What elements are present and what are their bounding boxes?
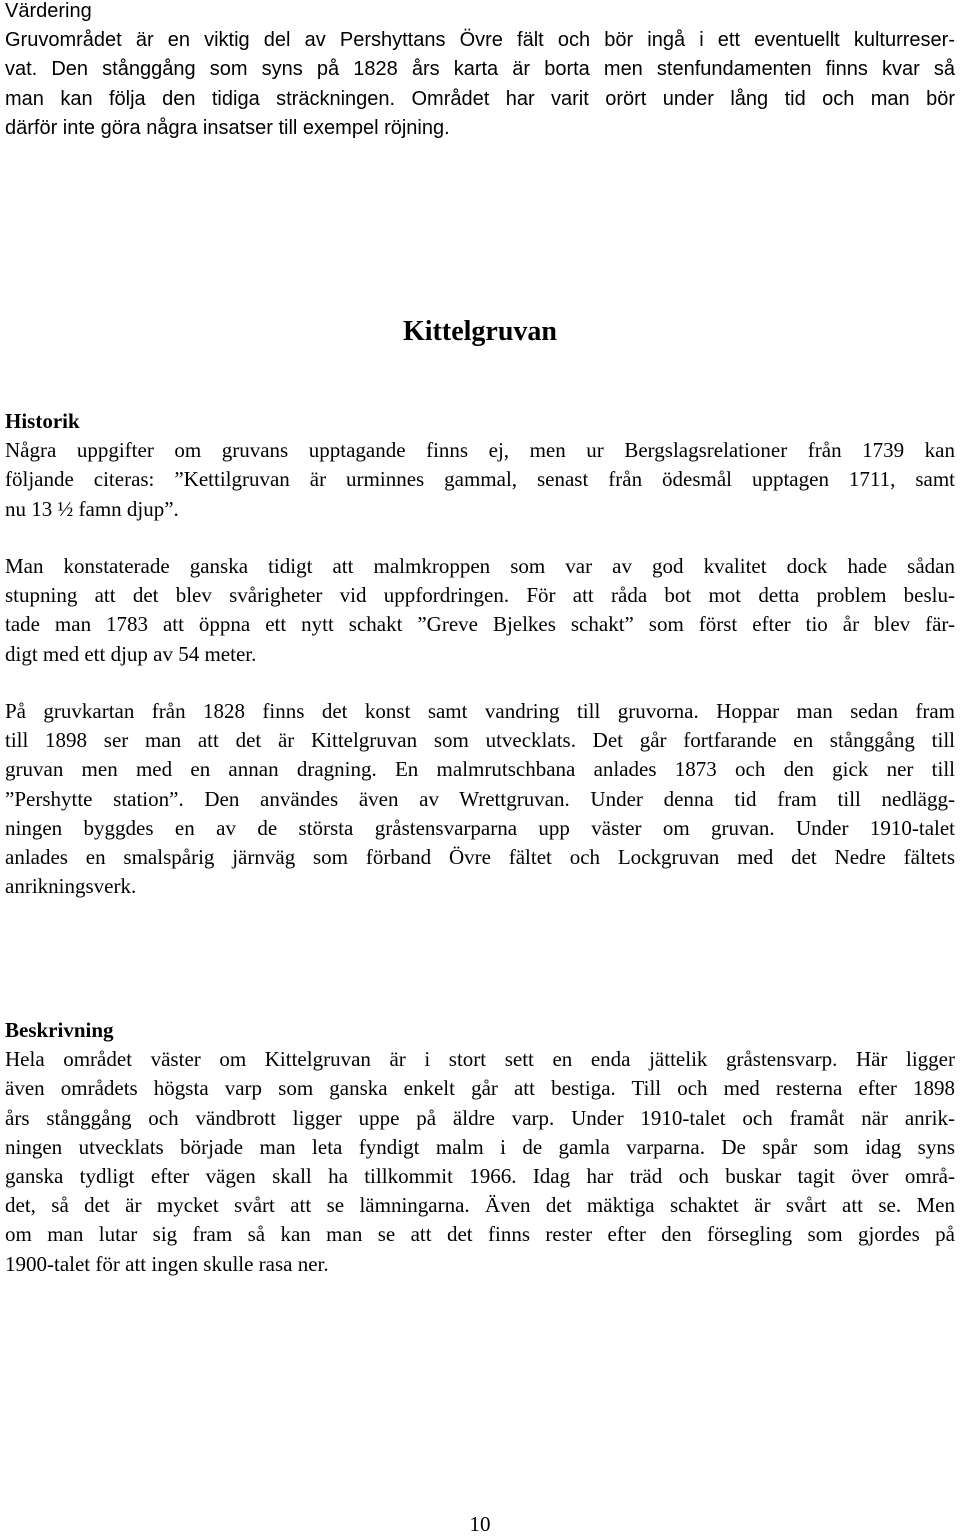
vardering-section [5, 0, 955, 143]
vardering-line: Gruvområdet är en viktig del av Pershyttans Övre fält och bör ingå i ett eventuellt kulturreser- [5, 29, 955, 52]
beskrivning-heading: Beskrivning [5, 1018, 114, 1042]
historik-p3-line: anrikningsverk. [5, 874, 137, 899]
beskrivning-line: ganska tydligt efter vägen skall ha tillkommit 1966. Idag har träd och buskar tagit över områ- [5, 1164, 955, 1189]
page-number: 10 [469, 1512, 491, 1536]
beskrivning-line: om man lutar sig fram så kan man se att det finns rester efter den försegling som gjordes på [5, 1222, 955, 1247]
historik-p3-line: På gruvkartan från 1828 finns det konst samt vandring till gruvorna. Hoppar man sedan fram [5, 699, 955, 723]
historik-p3-line: anlades en smalspårig järnväg som förband Övre fältet och Lockgruvan med det Nedre fältets [5, 845, 955, 870]
vardering-line: man kan följa den tidiga sträckningen. Området har varit orört under lång tid och man bör [5, 87, 955, 110]
historik-p1-line: följande citeras: ”Kettilgruvan är urminnes gammal, senast från ödesmål upptagen 1711, samt [5, 467, 955, 492]
historik-paragraph-3 [5, 697, 955, 901]
page-title: Kittelgruvan [403, 316, 557, 347]
beskrivning-line: års stånggång och vändbrott ligger uppe på äldre varp. Under 1910-talet och framåt när anrik- [5, 1105, 955, 1130]
vardering-line: vat. Den stånggång som syns på 1828 års karta är borta men stenfundamenten finns kvar så [5, 58, 955, 81]
historik-p1-line: Några uppgifter om gruvans upptagande finns ej, men ur Bergslagsrelationer från 1739 kan [5, 438, 955, 463]
historik-paragraph-2 [5, 552, 955, 669]
vardering-heading: Värdering [5, 0, 92, 22]
beskrivning-line: även områdets högsta varp som ganska enkelt går att bestiga. Till och med resterna efter 1898 [5, 1076, 955, 1101]
historik-p1-line: nu 13 ½ famn djup”. [5, 496, 179, 521]
historik-p2-line: digt med ett djup av 54 meter. [5, 641, 257, 666]
beskrivning-line: Hela området väster om Kittelgruvan är i stort sett en enda jättelik gråstensvarp. Här ligger [5, 1047, 955, 1072]
historik-p3-line: ”Pershytte station”. Den användes även av Wrettgruvan. Under denna tid fram till nedlägg- [5, 786, 955, 811]
historik-p3-line: till 1898 ser man att det är Kittelgruvan som utvecklats. Det går fortfarande en stånggång till [5, 728, 955, 753]
vardering-line: därför inte göra några insatser till exempel röjning. [5, 116, 450, 139]
historik-p2-line: tade man 1783 att öppna ett nytt schakt ”Greve Bjelkes schakt” som först efter tio år blev fär- [5, 612, 955, 637]
beskrivning-line: det, så det är mycket svårt att se lämningarna. Även det mäktiga schaktet är svårt att se. Men [5, 1193, 955, 1218]
historik-heading: Historik [5, 409, 80, 433]
historik-p2-line: stupning att det blev svårigheter vid uppfordringen. För att råda bot mot detta problem beslu- [5, 583, 955, 608]
historik-section [5, 407, 955, 524]
historik-p3-line: ningen byggdes en av de största gråstensvarparna upp väster om gruvan. Under 1910-talet [5, 815, 955, 840]
historik-p2-line: Man konstaterade ganska tidigt att malmkroppen som var av god kvalitet dock hade sådan [5, 554, 955, 578]
beskrivning-line: 1900-talet för att ingen skulle rasa ner. [5, 1251, 329, 1276]
beskrivning-section [5, 1016, 955, 1279]
historik-p3-line: gruvan men med en annan dragning. En malmrutschbana anlades 1873 och den gick ner till [5, 757, 955, 782]
beskrivning-line: ningen utvecklats började man leta fyndigt malm i de gamla varparna. De spår som idag syns [5, 1134, 955, 1159]
